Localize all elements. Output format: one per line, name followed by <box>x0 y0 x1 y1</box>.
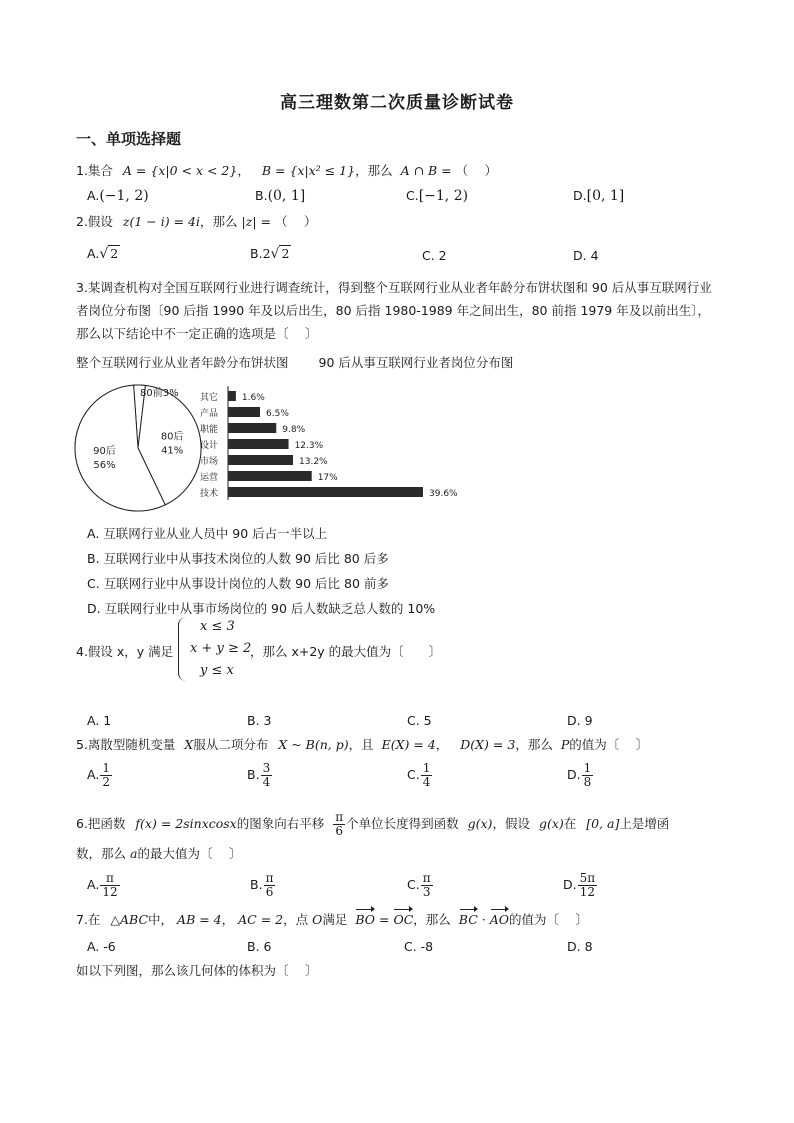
bar <box>228 471 312 481</box>
q4-constraint-system <box>178 617 252 683</box>
q7-option-c[interactable]: C. -8 <box>404 939 434 954</box>
q5-p: P <box>560 737 570 752</box>
q5-dx: D(X) = 3 <box>460 737 516 752</box>
option-letter: A. <box>87 877 100 892</box>
bar-value-label: 1.6% <box>241 393 265 403</box>
q5-dist: X ~ B(n, p) <box>278 737 349 752</box>
option-value: [0, 1] <box>586 188 625 204</box>
q3-chart-captions <box>76 354 513 372</box>
numerator: 1 <box>583 761 592 775</box>
q7-dot: · <box>481 912 486 927</box>
denominator: 4 <box>422 775 431 789</box>
denominator: 12 <box>102 885 118 899</box>
q5-tail: ，那么 <box>515 737 553 752</box>
numerator: 3 <box>262 761 271 775</box>
q5-option-b[interactable] <box>247 762 273 789</box>
q6-mid4: 在 <box>563 816 577 831</box>
bar-value-label: 6.5% <box>266 409 289 419</box>
numerator: π <box>265 871 274 885</box>
q6-option-d[interactable] <box>563 872 598 899</box>
q1-expr: A ∩ B = <box>400 163 452 178</box>
q1-comma: ， <box>237 163 250 178</box>
option-fraction <box>578 872 598 899</box>
denominator: 12 <box>579 885 596 899</box>
numerator: 5π <box>579 871 596 885</box>
pie-value-label: 41% <box>161 445 184 457</box>
q3-option-c[interactable]: C. 互联网行业中从事设计岗位的人数 90 后比 80 前多 <box>87 576 389 591</box>
q6-g2: g(x) <box>538 816 564 831</box>
q7-vector-bc: BC <box>458 912 478 927</box>
q6-mid2: 个单位长度得到函数 <box>346 816 459 831</box>
bar-value-label: 13.2% <box>299 457 328 467</box>
q3-option-b[interactable]: B. 互联网行业中从事技术岗位的人数 90 后比 80 后多 <box>87 551 389 566</box>
q1-option-b[interactable] <box>255 187 305 205</box>
q1-number: 1.集合 <box>76 163 113 178</box>
bar <box>228 407 260 417</box>
q4-condition-3: y ≤ x <box>200 663 234 678</box>
q6-func: f(x) = 2sinxcosx <box>135 816 237 831</box>
bar-value-label: 17% <box>317 473 338 483</box>
q7-triangle: △ABC <box>110 912 149 927</box>
pie-label: 80前3% <box>140 388 179 399</box>
q6-mid3: ，假设 <box>492 816 530 831</box>
bar-category-label: 运营 <box>200 473 219 483</box>
q4-option-c[interactable]: C. 5 <box>407 713 432 728</box>
pie-value-label: 56% <box>93 459 116 471</box>
question-6 <box>76 811 669 838</box>
option-coefficient: 2 <box>262 246 271 261</box>
q7-ab: AB = 4 <box>177 912 222 927</box>
q6-option-c[interactable] <box>407 872 434 899</box>
q6-option-a[interactable] <box>87 872 121 899</box>
option-fraction <box>421 762 433 789</box>
option-letter: B. <box>255 188 268 203</box>
q6-line2-tail: 的最大值为〔 〕 <box>137 846 242 861</box>
q5-sep: ， <box>435 737 449 752</box>
bar <box>228 487 423 497</box>
option-value: (0, 1] <box>267 188 306 204</box>
question-7 <box>76 911 588 929</box>
q4-tail: ，那么 x+2y 的最大值为〔 〕 <box>250 644 442 659</box>
option-fraction <box>421 872 433 899</box>
bar-value-label: 9.8% <box>282 425 306 435</box>
question-2 <box>76 213 316 231</box>
bar <box>228 439 289 449</box>
bar-category-label: 设计 <box>200 441 219 451</box>
denominator: 8 <box>583 775 592 789</box>
q5-var: X <box>184 737 194 752</box>
option-fraction <box>100 762 112 789</box>
denominator: 2 <box>102 775 110 789</box>
q5-mid: 服从二项分布 <box>193 737 269 752</box>
q7-vector-bo: BO <box>355 912 376 927</box>
numerator: π <box>422 871 431 885</box>
denominator: 6 <box>335 824 343 838</box>
exam-title: 高三理数第二次质量诊断试卷 <box>280 93 514 113</box>
bar <box>228 455 293 465</box>
q1-option-a[interactable] <box>87 187 149 205</box>
option-letter: D. <box>563 877 577 892</box>
question-8: 如以下列图，那么该几何体的体积为〔 〕 <box>76 963 318 978</box>
q2-paren: （ ） <box>274 214 317 229</box>
option-letter: B. <box>247 767 260 782</box>
bar-category-label: 技术 <box>200 489 219 499</box>
denominator: 4 <box>262 775 271 789</box>
bar <box>228 423 276 433</box>
sqrt-radicand: 2 <box>110 246 119 261</box>
q2-option-d[interactable]: D. 4 <box>573 248 599 263</box>
question-6-line2 <box>76 845 241 863</box>
q2-number: 2.假设 <box>76 214 113 229</box>
bar-value-label: 39.6% <box>429 489 458 499</box>
option-letter: D. <box>567 767 581 782</box>
q5-option-d[interactable] <box>567 762 594 789</box>
q7-vector-oc: OC <box>393 912 414 927</box>
numerator: π <box>335 810 344 824</box>
option-letter: D. <box>573 188 587 203</box>
numerator: 1 <box>102 761 110 775</box>
option-value: (−1, 2) <box>99 188 149 204</box>
q6-interval: [0, a] <box>586 816 620 831</box>
q7-vector-ao: AO <box>489 912 510 927</box>
q2-option-a[interactable]: A.√ 2 <box>87 246 119 262</box>
q5-mid2: ，且 <box>348 737 374 752</box>
q7-eq: = <box>379 912 390 927</box>
q2-expr: z(1 − i) = 4i <box>122 214 201 229</box>
q6-line2: 数，那么 <box>76 846 127 861</box>
option-letter: A. <box>87 246 100 261</box>
q4-option-a[interactable]: A. 1 <box>87 713 112 728</box>
q7-tail2: 的值为〔 〕 <box>509 912 588 927</box>
bar-category-label: 产品 <box>200 409 219 419</box>
option-fraction <box>100 872 119 899</box>
q3-option-d[interactable]: D. 互联网行业中从事市场岗位的 90 后人数缺乏总人数的 10% <box>87 601 436 616</box>
option-fraction <box>582 762 594 789</box>
q1-paren: （ ） <box>455 163 498 178</box>
pie-label: 80后 <box>160 431 184 443</box>
q6-g: g(x) <box>467 816 493 831</box>
q7-ac: AC = 2 <box>238 912 284 927</box>
q7-option-d[interactable]: D. 8 <box>567 939 593 954</box>
option-letter: A. <box>87 188 100 203</box>
q5-number: 5.离散型随机变量 <box>76 737 176 752</box>
q6-shift-fraction <box>333 811 345 838</box>
question-3-text: 3.某调查机构对全国互联网行业进行调查统计，得到整个互联网行业从业者年龄分布饼状图和 90 后从事互联网行业者岗位分布图〔90 后指 1990 年及以后出生，80 后指 1980-1989 年之间出生，80 前指 1979 年及以前出生〕，那么以下结论中不一定正确的选项是〔 〕 <box>76 280 712 341</box>
sqrt-radicand: 2 <box>281 246 290 261</box>
option-letter: A. <box>87 767 100 782</box>
q4-option-b[interactable]: B. 3 <box>247 713 272 728</box>
q5-ex: E(X) = 4 <box>381 737 436 752</box>
q7-mid2: ，点 <box>283 912 309 927</box>
q4-condition-2: x + y ≥ 2 <box>190 641 252 656</box>
q5-option-c[interactable] <box>407 762 433 789</box>
option-letter: C. <box>407 877 420 892</box>
pie-caption: 整个互联网行业从业者年龄分布饼状图 <box>76 355 289 370</box>
question-1 <box>76 162 497 180</box>
q7-mid: 中， <box>148 912 174 927</box>
q6-number: 6.把函数 <box>76 816 126 831</box>
q1-option-c[interactable] <box>406 187 468 205</box>
q3-option-a[interactable]: A. 互联网行业从业人员中 90 后占一半以上 <box>87 526 328 541</box>
brace-icon <box>178 617 187 681</box>
bar-caption: 90 后从事互联网行业者岗位分布图 <box>318 355 514 370</box>
option-fraction <box>264 872 276 899</box>
denominator: 6 <box>265 885 274 899</box>
q7-option-a[interactable]: A. -6 <box>87 939 116 954</box>
q6-tail: 上是增函 <box>619 816 670 831</box>
section-heading: 一、单项选择题 <box>76 130 182 148</box>
q7-option-b[interactable]: B. 6 <box>247 939 272 954</box>
bar-category-label: 市场 <box>200 457 219 467</box>
option-value: [−1, 2) <box>418 188 469 204</box>
option-letter: C. <box>407 767 420 782</box>
numerator: 1 <box>422 761 431 775</box>
q6-mid: 的图象向右平移 <box>236 816 325 831</box>
q1-set-a: A = {x|0 < x < 2} <box>122 163 238 178</box>
option-letter: B. <box>250 877 263 892</box>
q7-number: 7.在 <box>76 912 101 927</box>
denominator: 3 <box>422 885 431 899</box>
q3-charts <box>74 378 514 518</box>
bar-chart <box>200 386 458 500</box>
bar-category-label: 其它 <box>200 393 219 403</box>
q4-condition-1: x ≤ 3 <box>200 619 235 634</box>
q7-tail: ，那么 <box>413 912 451 927</box>
q7-sep: ， <box>221 912 235 927</box>
q6-a: a <box>130 846 138 861</box>
q2-tail: ，那么 <box>200 214 238 229</box>
q2-abs: |z| = <box>241 214 271 229</box>
q2-option-b[interactable]: B.2√ 2 <box>250 246 290 262</box>
question-5 <box>76 736 648 754</box>
option-fraction <box>261 762 273 789</box>
q1-option-d[interactable] <box>573 187 624 205</box>
q4-lead: 4.假设 x，y 满足 <box>76 644 174 659</box>
q1-set-b: B = {x|x² ≤ 1} <box>261 163 356 178</box>
pie-label: 90后 <box>93 445 116 457</box>
pie-chart <box>75 385 201 511</box>
bar <box>228 391 236 401</box>
q2-option-c[interactable]: C. 2 <box>422 248 447 263</box>
bar-value-label: 12.3% <box>294 441 324 451</box>
q4-option-d[interactable]: D. 9 <box>567 713 593 728</box>
q5-tail2: 的值为〔 〕 <box>569 737 649 752</box>
option-letter: C. <box>406 188 419 203</box>
option-letter: B. <box>250 246 263 261</box>
q6-option-b[interactable] <box>250 872 276 899</box>
q5-option-a[interactable] <box>87 762 113 789</box>
q7-mid3: 满足 <box>322 912 348 927</box>
bar-category-label: 职能 <box>200 425 219 435</box>
q7-o: O <box>312 912 323 927</box>
numerator: π <box>100 872 119 886</box>
q1-tail: ，那么 <box>355 163 393 178</box>
